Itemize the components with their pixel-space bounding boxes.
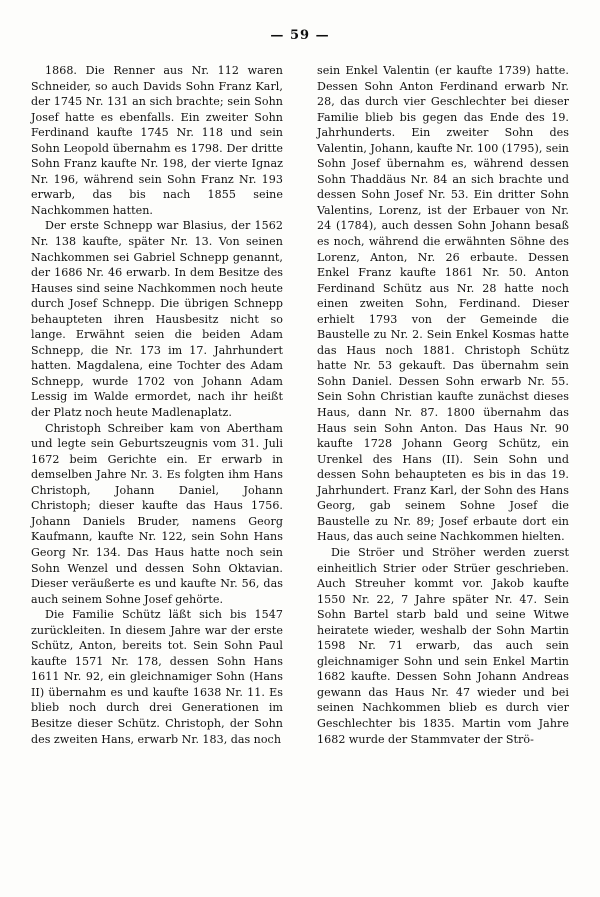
left-text-column bbox=[31, 63, 286, 879]
paragraph: Der erste Schnepp war Blasius, der 1562 Nr. 138 kaufte, später Nr. 13. Von seinen Nachkommen sei Gabriel Schnepp genannt, der 1686 Nr. 46 erwarb. In dem Besitze des Hauses sind seine Nachkommen noch heute durch Josef Schnepp. Die übrigen Schnepp behaupteten ihren Hausbesitz nicht so lange. Erwähnt seien die beiden Adam Schnepp, die Nr. 173 im 17. Jahrhundert hatten. Magdalena, eine Tochter des Adam Schnepp, wurde 1702 von Johann Adam Lessig im Walde ermordet, nach ihr heißt der Platz noch heute Madlenaplatz. bbox=[31, 219, 283, 420]
paragraph: Die Ströer und Ströher werden zuerst einheitlich Strier oder Strüer geschrieben. Auch Streuher kommt vor. Jakob kaufte 1550 Nr. 22, 7 Jahre später Nr. 47. Sein Sohn Bartel starb bald und seine Witwe heiratete wieder, weshalb der Sohn Martin 1598 Nr. 71 erwarb, das auch sein gleichnamiger Sohn und sein Enkel Martin 1682 kaufte. Dessen Sohn Johann Andreas gewann das Haus Nr. 47 wieder und bei seinen Nachkommen blieb es durch vier Geschlechter bis 1835. Martin vom Jahre 1682 wurde der Stammvater der Strö- bbox=[317, 545, 569, 746]
paragraph: Die Familie Schütz läßt sich bis 1547 zurückleiten. In diesem Jahre war der erste Schütz, Anton, bereits tot. Sein Sohn Paul kaufte 1571 Nr. 178, dessen Sohn Hans 1611 Nr. 92, ein gleichnamiger Sohn (Hans II) übernahm es und kaufte 1638 Nr. 11. Es blieb noch durch drei Generationen im Besitze dieser Schütz. Christoph, der Sohn des zweiten Hans, erwarb Nr. 183, das noch bbox=[31, 608, 283, 746]
paragraph: Christoph Schreiber kam von Abertham und legte sein Geburtszeugnis vom 31. Juli 1672 beim Gerichte ein. Er erwarb in demselben Jahre Nr. 3. Es folgten ihm Hans Christoph, Johann Daniel, Johann Christoph; dieser kaufte das Haus 1756. Johann Daniels Bruder, namens Georg Kaufmann, kaufte Nr. 122, sein Sohn Hans Georg Nr. 134. Das Haus hatte noch sein Sohn Wenzel und dessen Sohn Oktavian. Dieser veräußerte es und kaufte Nr. 56, das auch seinem Sohne Josef gehörte. bbox=[31, 421, 283, 606]
paragraph: 1868. Die Renner aus Nr. 112 waren Schneider, so auch Davids Sohn Franz Karl, der 1745 Nr. 131 an sich brachte; sein Sohn Josef hatte es ebenfalls. Ein zweiter Sohn Ferdinand kaufte 1745 Nr. 118 und sein Sohn Leopold übernahm es 1798. Der dritte Sohn Franz kaufte Nr. 198, der vierte Ignaz Nr. 196, während sein Sohn Franz Nr. 193 erwarb, das bis nach 1855 seine Nachkommen hatten. bbox=[31, 64, 283, 217]
page-number: — 59 — bbox=[270, 28, 330, 43]
right-text-column bbox=[314, 63, 569, 879]
paragraph: sein Enkel Valentin (er kaufte 1739) hatte. Dessen Sohn Anton Ferdinand erwarb Nr. 28, das durch vier Geschlechter bei dieser Familie blieb bis gegen das Ende des 19. Jahrhunderts. Ein zweiter Sohn des Valentin, Johann, kaufte Nr. 100 (1795), sein Sohn Josef übernahm es, während dessen Sohn Thaddäus Nr. 84 an sich brachte und dessen Sohn Josef Nr. 53. Ein dritter Sohn Valentins, Lorenz, ist der Erbauer von Nr. 24 (1784), auch dessen Sohn Johann besaß es noch, während die erwähnten Söhne des Lorenz, Anton, Nr. 26 erbaute. Dessen Enkel Franz kaufte 1861 Nr. 50. Anton Ferdinand Schütz aus Nr. 28 hatte noch einen zweiten Sohn, Ferdinand. Dieser erhielt 1793 von der Gemeinde die Baustelle zu Nr. 2. Sein Enkel Kosmas hatte das Haus noch 1881. Christoph Schütz hatte Nr. 53 gekauft. Das übernahm sein Sohn Daniel. Dessen Sohn erwarb Nr. 55. Sein Sohn Christian kaufte zunächst dieses Haus, dann Nr. 87. 1800 übernahm das Haus sein Sohn Anton. Das Haus Nr. 90 kaufte 1728 Johann Georg Schütz, ein Urenkel des Hans (II). Sein Sohn und dessen Sohn behaupteten es bis in das 19. Jahrhundert. Franz Karl, der Sohn des Hans Georg, gab seinem Sohne Josef die Baustelle zu Nr. 89; Josef erbaute dort ein Haus, das auch seine Nachkommen hielten. bbox=[317, 64, 569, 544]
two-column-body bbox=[0, 49, 600, 879]
